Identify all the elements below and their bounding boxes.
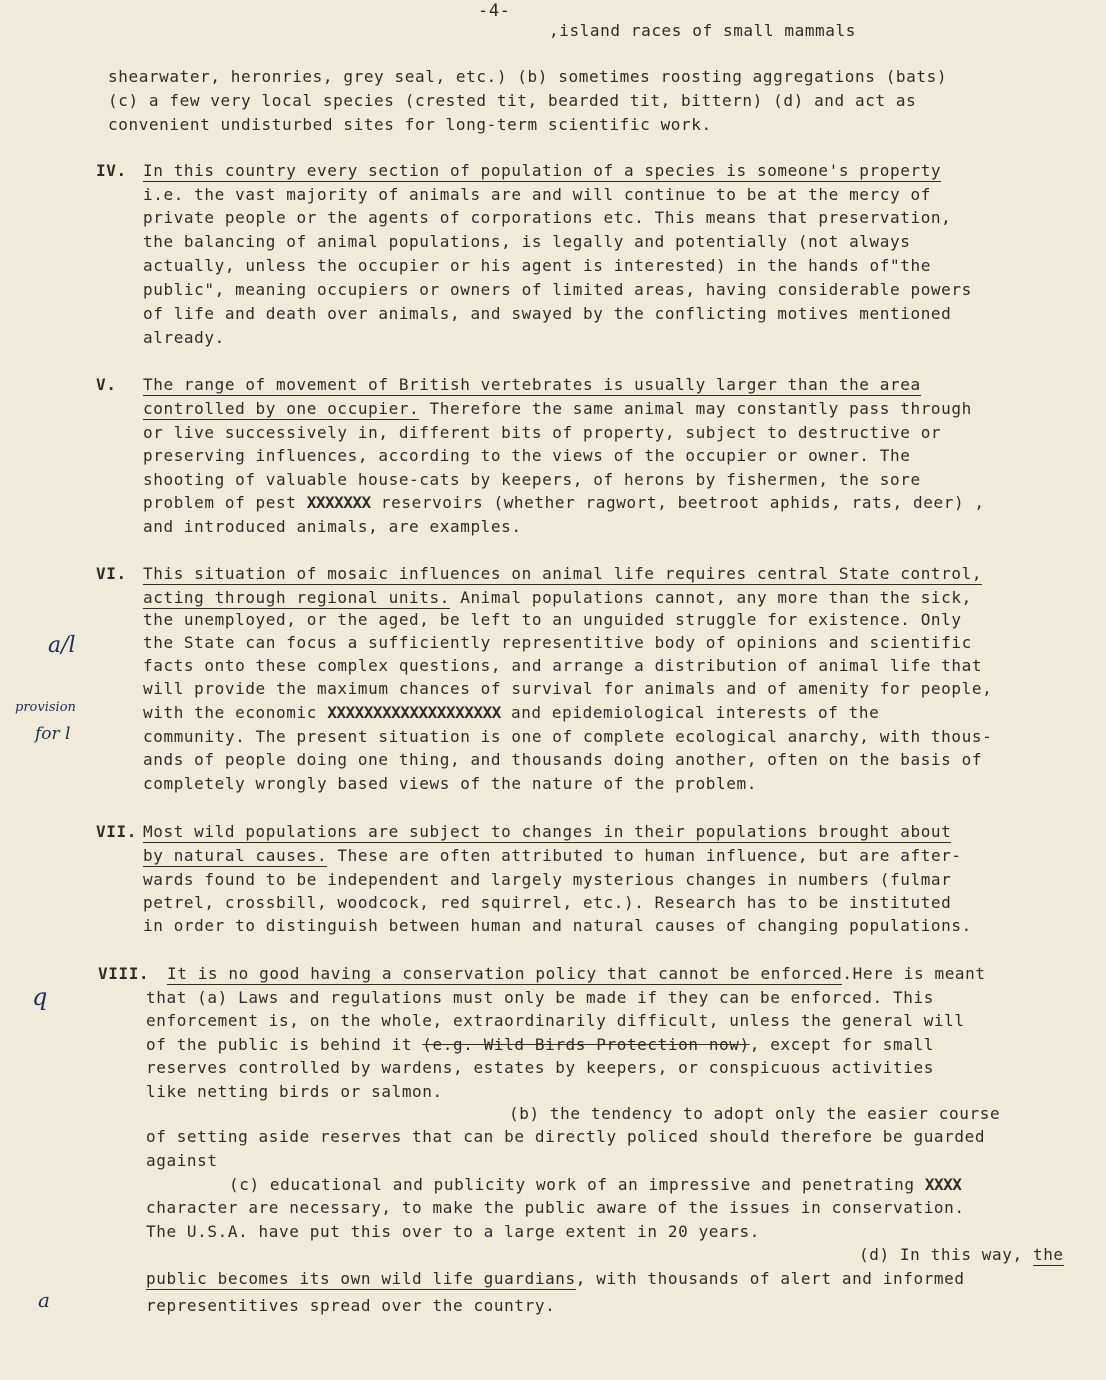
- heading-underlined: This situation of mosaic influences on animal life requires central State control,: [143, 564, 983, 583]
- text-line: that (a) Laws and regulations must only be made if they can be enforced. This: [146, 988, 934, 1007]
- margin-note-4: q: [32, 983, 48, 1011]
- text-line: and introduced animals, are examples.: [143, 517, 522, 536]
- text-line: Animal populations cannot, any more than the sick,: [449, 588, 972, 607]
- text-line: actually, unless the occupier or his agent is interested) in the hands of"the: [143, 256, 931, 275]
- text-line: of the public is behind it: [146, 1035, 423, 1054]
- text-line: community. The present situation is one of complete ecological anarchy, with thous-: [143, 727, 993, 746]
- text-line: petrel, crossbill, woodcock, red squirrel, etc.). Research has to be instituted: [143, 893, 952, 912]
- text-line: the balancing of animal populations, is legally and potentially (not always: [143, 232, 911, 251]
- text-line: convenient undisturbed sites for long-term scientific work.: [108, 115, 712, 134]
- text-line: (c) educational and publicity work of an impressive and penetrating: [229, 1175, 925, 1194]
- typed-over-text: XXXX: [924, 1175, 962, 1194]
- text-line: The U.S.A. have put this over to a large extent in 20 years.: [146, 1222, 760, 1241]
- heading-underlined: acting through regional units.: [143, 588, 450, 607]
- text-line: character are necessary, to make the public aware of the issues in conservation.: [146, 1198, 965, 1217]
- paragraph-number: IV.: [96, 161, 127, 180]
- paragraph-number: VIII.: [98, 964, 150, 983]
- insertion-note: ,island races of small mammals: [549, 21, 856, 40]
- text-line: (c) a few very local species (crested tit, bearded tit, bittern) (d) and act as: [108, 91, 917, 110]
- heading-underlined: by natural causes.: [143, 846, 328, 865]
- text-line: already.: [143, 328, 225, 347]
- paragraph-number: VI.: [96, 564, 127, 583]
- text-line: Therefore the same animal may constantly pass through: [419, 399, 972, 418]
- text-line: public", meaning occupiers or owners of limited areas, having considerable powers: [143, 280, 972, 299]
- text-line: reservoirs (whether ragwort, beetroot aphids, rats, deer) ,: [370, 493, 985, 512]
- text-line: of life and death over animals, and swayed by the conflicting motives mentioned: [143, 304, 952, 323]
- text-line: the unemployed, or the aged, be left to an unguided struggle for existence. Only: [143, 610, 962, 629]
- text-line: and epidemiological interests of the: [500, 703, 880, 722]
- text-line: or live successively in, different bits of property, subject to destructive or: [143, 423, 942, 442]
- margin-note-2: provision: [15, 700, 76, 715]
- text-line: against: [146, 1151, 218, 1170]
- heading-underlined: It is no good having a conservation policy that cannot be enforced: [167, 964, 843, 983]
- typed-over-text: XXXXXXX: [306, 493, 371, 512]
- text-line: shearwater, heronries, grey seal, etc.) (b) sometimes roosting aggregations (bats): [108, 67, 948, 86]
- margin-note-1: a/l: [48, 633, 76, 658]
- margin-note-5: a: [38, 1288, 50, 1312]
- text-line: of setting aside reserves that can be directly policed should therefore be guarded: [146, 1127, 986, 1146]
- heading-underlined: the: [1032, 1245, 1064, 1264]
- typed-over-text: XXXXXXXXXXXXXXXXXXX: [327, 703, 501, 722]
- text-line: (b) the tendency to adopt only the easier course: [509, 1104, 1001, 1123]
- text-line: , with thousands of alert and informed: [575, 1269, 965, 1288]
- text-line: shooting of valuable house-cats by keepers, of herons by fishermen, the sore: [143, 470, 921, 489]
- struck-text: (e.g. Wild Birds Protection now): [422, 1035, 750, 1054]
- text-line: ands of people doing one thing, and thousands doing another, often on the basis of: [143, 750, 983, 769]
- text-line: the State can focus a sufficiently representitive body of opinions and scientific: [143, 633, 972, 652]
- text-line: wards found to be independent and largely mysterious changes in numbers (fulmar: [143, 870, 952, 889]
- text-line: will provide the maximum chances of survival for animals and of amenity for people,: [143, 679, 993, 698]
- page-number: -4-: [478, 1, 511, 21]
- text-line: private people or the agents of corporations etc. This means that preservation,: [143, 208, 952, 227]
- text-line: facts onto these complex questions, and arrange a distribution of animal life that: [143, 656, 983, 675]
- text-line: enforcement is, on the whole, extraordinarily difficult, unless the general will: [146, 1011, 965, 1030]
- heading-underlined: controlled by one occupier.: [143, 399, 420, 418]
- text-line: These are often attributed to human influence, but are after-: [327, 846, 962, 865]
- heading-underlined: public becomes its own wild life guardians: [146, 1269, 576, 1288]
- text-line: reserves controlled by wardens, estates by keepers, or conspicuous activities: [146, 1058, 934, 1077]
- text-line: .Here is meant: [842, 964, 986, 983]
- heading-underlined: Most wild populations are subject to changes in their populations brought about: [143, 822, 952, 841]
- text-line: problem of pest: [143, 493, 307, 512]
- margin-note-3: for l: [35, 724, 71, 744]
- text-line: i.e. the vast majority of animals are and will continue to be at the mercy of: [143, 185, 931, 204]
- text-line: like netting birds or salmon.: [146, 1082, 443, 1101]
- text-line: representitives spread over the country.: [146, 1296, 556, 1315]
- text-line: with the economic: [143, 703, 328, 722]
- heading-underlined: In this country every section of population of a species is someone's property: [143, 161, 942, 180]
- text-line: in order to distinguish between human and natural causes of changing populations.: [143, 916, 972, 935]
- text-line: (d) In this way,: [859, 1245, 1033, 1264]
- heading-underlined: The range of movement of British vertebrates is usually larger than the area: [143, 375, 921, 394]
- text-line: completely wrongly based views of the nature of the problem.: [143, 774, 757, 793]
- paragraph-number: VII.: [96, 822, 137, 841]
- text-line: , except for small: [749, 1035, 934, 1054]
- text-line: preserving influences, according to the views of the occupier or owner. The: [143, 446, 911, 465]
- paragraph-number: V.: [96, 375, 117, 394]
